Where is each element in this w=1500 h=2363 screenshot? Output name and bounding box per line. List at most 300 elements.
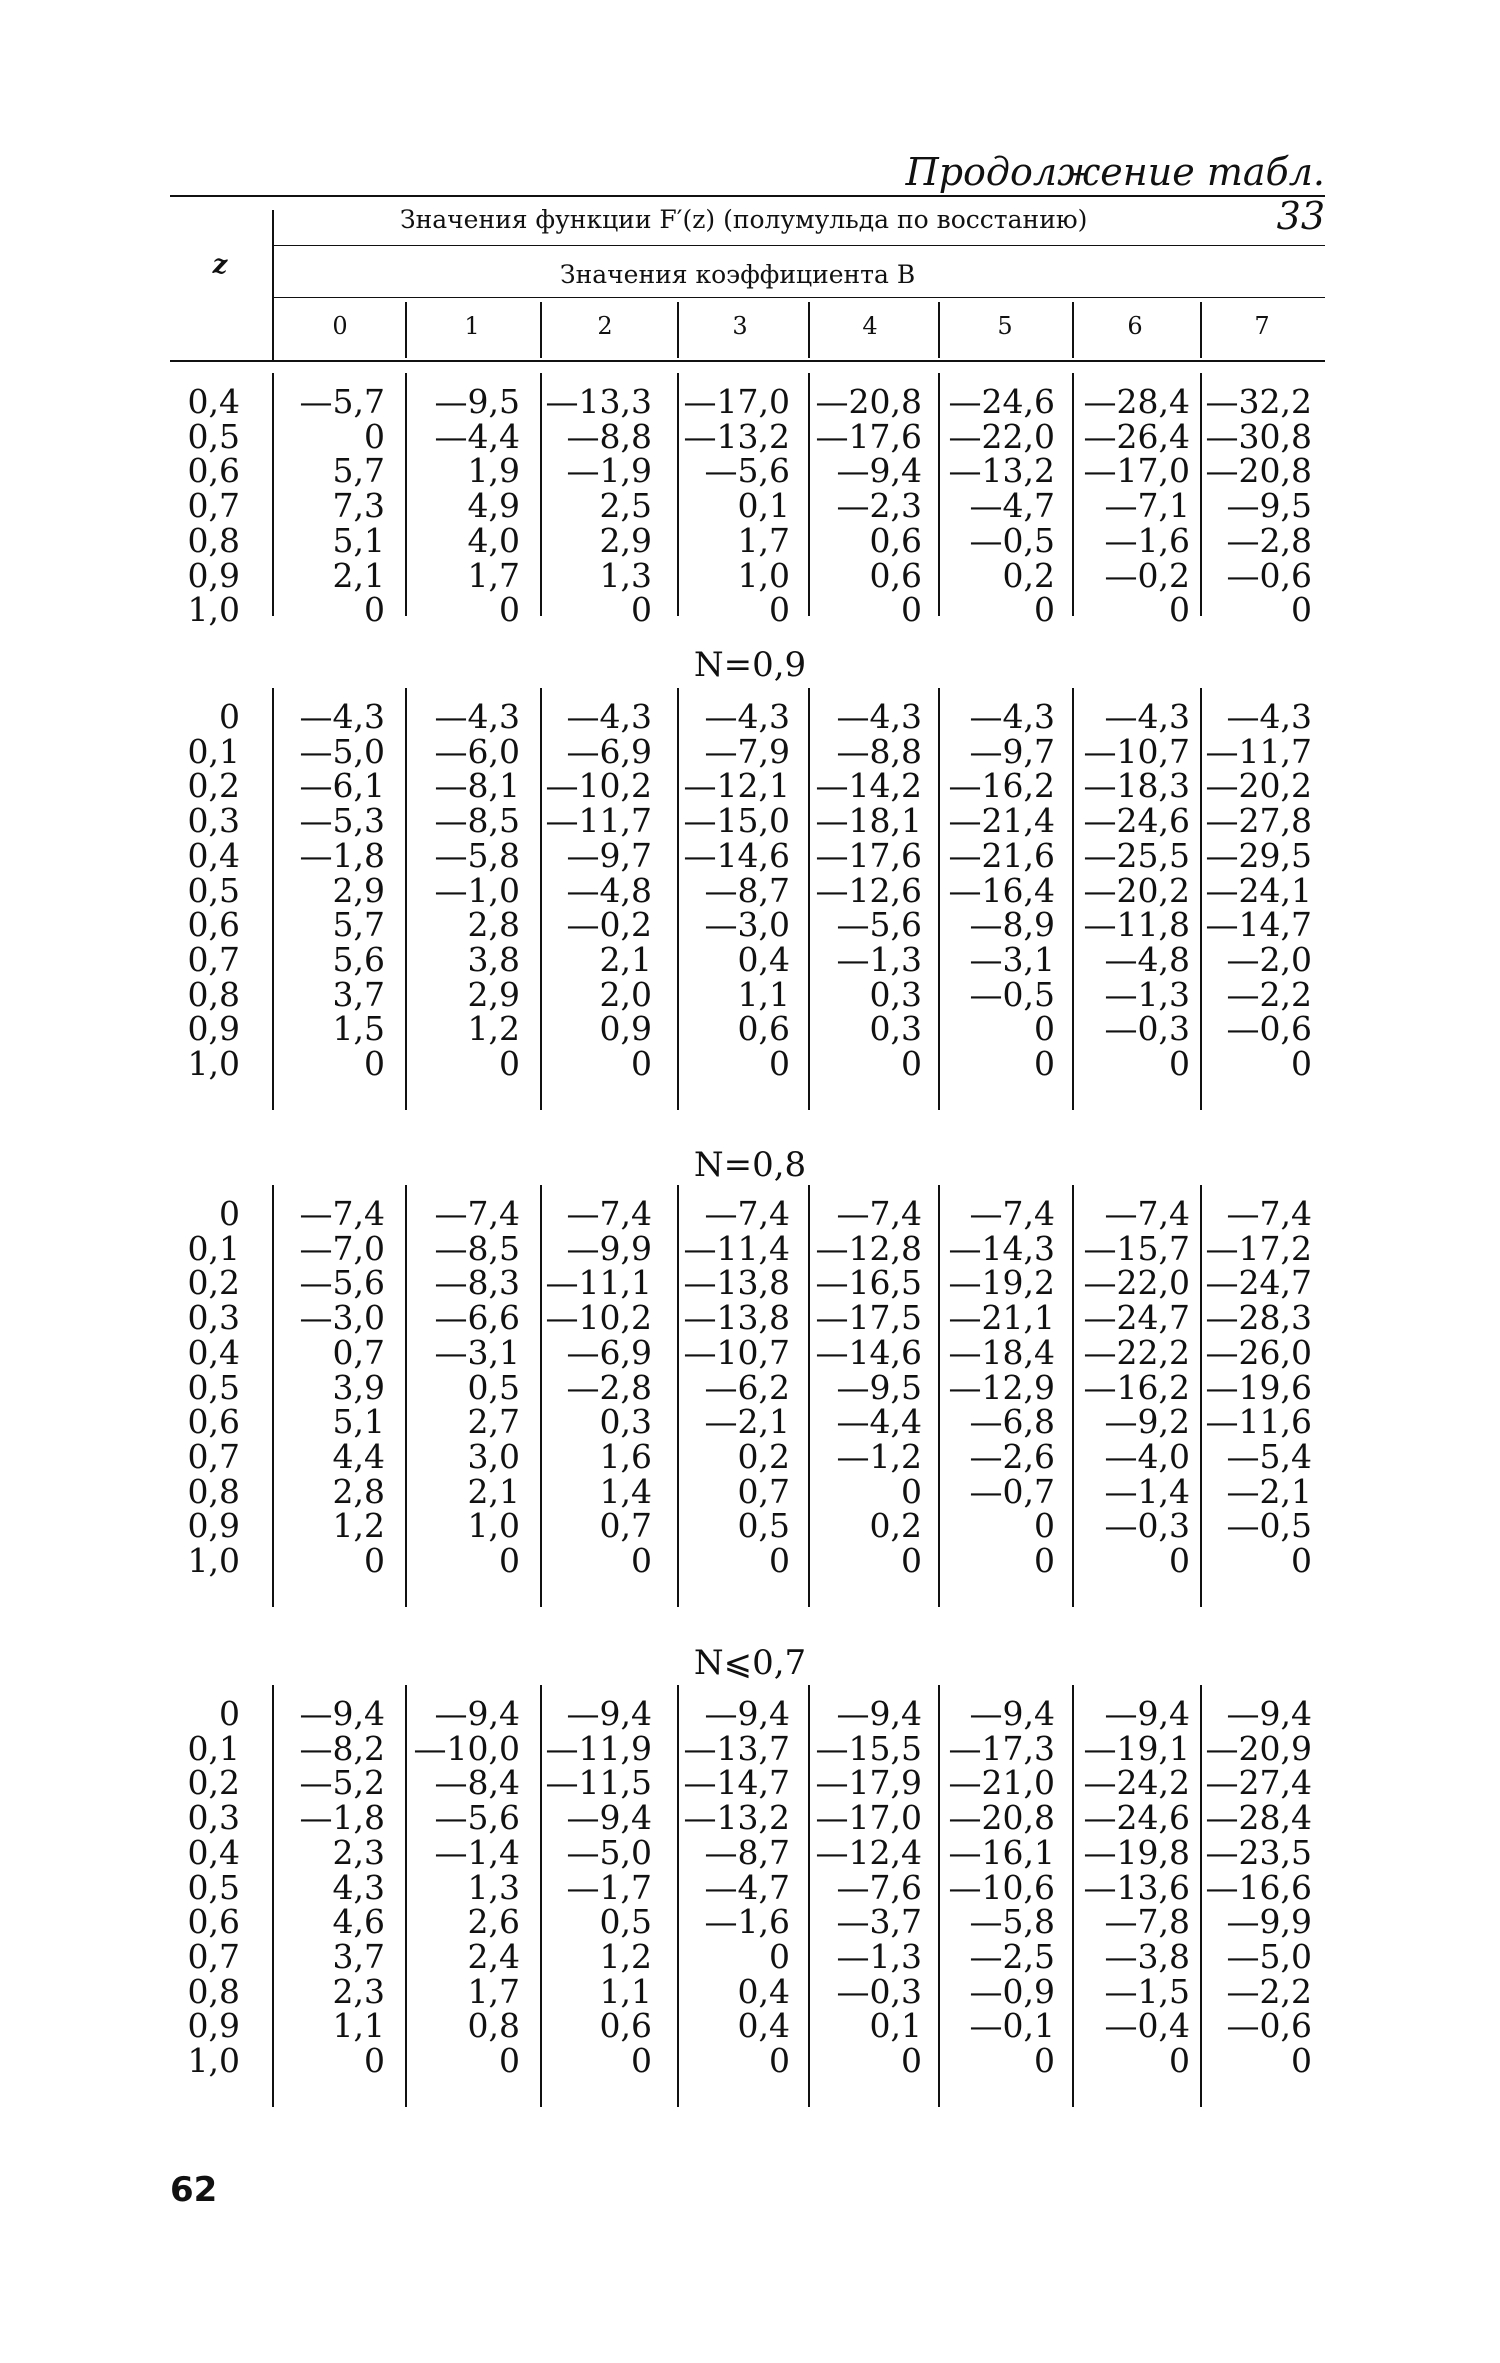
table-cell: —14,2 — [815, 766, 922, 806]
table-cell: —17,5 — [815, 1298, 922, 1338]
table-cell: —20,8 — [948, 1798, 1055, 1838]
z-value: 0,3 — [187, 1798, 240, 1838]
z-value: 0,2 — [187, 1763, 240, 1803]
table-cell: 1,9 — [467, 451, 520, 491]
table-cell: —0,4 — [1104, 2006, 1190, 2046]
table-cell: —16,2 — [948, 766, 1055, 806]
table-cell: 1,2 — [332, 1506, 385, 1546]
table-cell: —4,8 — [566, 870, 652, 910]
table-cell: —0,6 — [1226, 2006, 1312, 2046]
table-cell: 0 — [769, 1541, 790, 1580]
table-cell: —13,3 — [545, 382, 652, 421]
table-cell: —10,7 — [683, 1332, 790, 1372]
z-value: 0,6 — [187, 1402, 240, 1442]
table-cell: —8,5 — [434, 1228, 520, 1268]
table-cell: —11,7 — [545, 801, 652, 841]
z-value: 0,2 — [187, 1263, 240, 1303]
table-cell: —7,4 — [1104, 1194, 1190, 1233]
table-cell: 0,6 — [869, 520, 922, 560]
table-cell: —6,8 — [969, 1402, 1055, 1442]
table-cell: —0,2 — [1104, 555, 1190, 595]
table-cell: —0,3 — [1104, 1506, 1190, 1546]
table-cell: 3,7 — [332, 974, 385, 1014]
table-cell: 0,6 — [869, 555, 922, 595]
table-cell: —3,8 — [1104, 1936, 1190, 1976]
table-cell: 0 — [769, 1936, 790, 1976]
table-cell: —4,7 — [704, 1867, 790, 1907]
section-title: N=0,9 — [693, 645, 807, 685]
header-bottom-rule — [170, 360, 1325, 362]
b-header-4: 4 — [862, 312, 878, 340]
table-cell: —7,8 — [1104, 1902, 1190, 1942]
z-value: 0,4 — [187, 1332, 240, 1372]
b-header-7: 7 — [1254, 312, 1270, 340]
table-cell: 0 — [769, 590, 790, 630]
header-column-separator — [1072, 302, 1074, 358]
table-cell: —5,6 — [704, 451, 790, 491]
table-cell: —5,7 — [299, 382, 385, 421]
table-cell: 0,4 — [737, 939, 790, 979]
table-cell: —10,2 — [545, 1298, 652, 1338]
table-cell: —6,2 — [704, 1367, 790, 1407]
table-cell: 3,0 — [467, 1436, 520, 1476]
table-cell: 2,0 — [599, 974, 652, 1014]
table-cell: 0 — [1169, 2041, 1190, 2080]
table-cell: —1,2 — [836, 1436, 922, 1476]
table-cell: —11,5 — [545, 1763, 652, 1803]
header-column-separator — [272, 210, 274, 360]
table-cell: —9,5 — [1226, 486, 1312, 526]
table-cell: —6,9 — [566, 1332, 652, 1372]
b-header-0: 0 — [332, 312, 348, 340]
table-cell: 0,4 — [737, 1971, 790, 2011]
table-cell: —1,9 — [566, 451, 652, 491]
table-cell: 1,1 — [737, 974, 790, 1014]
table-cell: —24,6 — [1083, 801, 1190, 841]
table-cell: —13,2 — [683, 1798, 790, 1838]
table-top-rule — [170, 195, 1325, 197]
b-header-2: 2 — [597, 312, 613, 340]
z-value: 0,9 — [187, 1506, 240, 1546]
table-cell: 1,7 — [467, 1971, 520, 2011]
z-value: 0,4 — [187, 1832, 240, 1872]
table-cell: —7,4 — [1226, 1194, 1312, 1233]
table-cell: —8,1 — [434, 766, 520, 806]
table-cell: —2,0 — [1226, 939, 1312, 979]
table-cell: 5,7 — [332, 905, 385, 945]
table-cell: —2,2 — [1226, 974, 1312, 1014]
table-cell: —5,0 — [299, 731, 385, 771]
table-cell: —11,4 — [683, 1228, 790, 1268]
table-cell: 0 — [901, 1471, 922, 1511]
table-cell: 1,3 — [467, 1867, 520, 1907]
table-cell: 0 — [901, 2041, 922, 2080]
table-cell: —5,3 — [299, 801, 385, 841]
table-cell: —5,4 — [1226, 1436, 1312, 1476]
table-cell: —21,0 — [948, 1763, 1055, 1803]
table-cell: —14,3 — [948, 1228, 1055, 1268]
table-cell: —15,0 — [683, 801, 790, 841]
table-cell: 3,8 — [467, 939, 520, 979]
table-cell: —10,2 — [545, 766, 652, 806]
table-cell: —0,6 — [1226, 1009, 1312, 1049]
table-cell: —24,7 — [1205, 1263, 1312, 1303]
table-cell: —26,0 — [1205, 1332, 1312, 1372]
table-cell: 0 — [1291, 590, 1312, 630]
table-cell: —1,8 — [299, 835, 385, 875]
table-cell: —19,6 — [1205, 1367, 1312, 1407]
table-cell: —6,0 — [434, 731, 520, 771]
table-cell: —5,6 — [434, 1798, 520, 1838]
table-cell: —27,4 — [1205, 1763, 1312, 1803]
table-cell: —1,0 — [434, 870, 520, 910]
header-column-separator — [808, 302, 810, 358]
table-cell: 0 — [631, 1541, 652, 1580]
table-cell: —7,0 — [299, 1228, 385, 1268]
table-cell: 3,9 — [332, 1367, 385, 1407]
table-cell: 1,7 — [737, 520, 790, 560]
table-cell: —5,2 — [299, 1763, 385, 1803]
table-cell: 0 — [1034, 1506, 1055, 1546]
table-cell: 0 — [631, 2041, 652, 2080]
z-value: 1,0 — [187, 1541, 240, 1580]
table-cell: —8,7 — [704, 870, 790, 910]
table-cell: 0 — [901, 1541, 922, 1580]
table-cell: —9,4 — [836, 1694, 922, 1733]
table-cell: —17,2 — [1205, 1228, 1312, 1268]
table-cell: 0 — [364, 1044, 385, 1083]
table-cell: —8,3 — [434, 1263, 520, 1303]
page-number: 62 — [170, 2170, 218, 2210]
z-value: 0,3 — [187, 801, 240, 841]
z-value: 0,9 — [187, 555, 240, 595]
table-cell: 0 — [631, 590, 652, 630]
table-cell: 0,2 — [737, 1436, 790, 1476]
table-cell: —13,8 — [683, 1263, 790, 1303]
table-cell: —4,4 — [836, 1402, 922, 1442]
z-value: 1,0 — [187, 2041, 240, 2080]
table-cell: —4,3 — [969, 697, 1055, 736]
table-cell: —26,4 — [1083, 416, 1190, 456]
table-cell: 4,9 — [467, 486, 520, 526]
table-cell: —9,4 — [434, 1694, 520, 1733]
table-cell: —1,6 — [704, 1902, 790, 1942]
table-cell: —32,2 — [1205, 382, 1312, 421]
table-cell: —4,7 — [969, 486, 1055, 526]
table-cell: —13,2 — [683, 416, 790, 456]
table-cell: —20,9 — [1205, 1728, 1312, 1768]
table-cell: 1,2 — [599, 1936, 652, 1976]
table-cell: —8,5 — [434, 801, 520, 841]
table-cell: 0,7 — [332, 1332, 385, 1372]
table-cell: —4,3 — [434, 697, 520, 736]
table-cell: —10,6 — [948, 1867, 1055, 1907]
table-cell: —4,3 — [566, 697, 652, 736]
table-cell: 2,1 — [599, 939, 652, 979]
table-cell: 5,1 — [332, 1402, 385, 1442]
table-continuation-caption: Продолжение табл. 33 — [905, 150, 1325, 238]
table-cell: —2,6 — [969, 1436, 1055, 1476]
table-cell: —4,0 — [1104, 1436, 1190, 1476]
table-cell: —1,4 — [434, 1832, 520, 1872]
table-cell: 0 — [499, 590, 520, 630]
table-cell: —1,3 — [836, 939, 922, 979]
table-cell: —3,0 — [299, 1298, 385, 1338]
table-cell: —21,4 — [948, 801, 1055, 841]
table-cell: —16,5 — [815, 1263, 922, 1303]
table-cell: —17,9 — [815, 1763, 922, 1803]
z-value: 0 — [219, 1194, 240, 1233]
table-cell: —4,3 — [299, 697, 385, 736]
z-value: 0,9 — [187, 1009, 240, 1049]
table-cell: 0 — [769, 1044, 790, 1083]
table-cell: —12,4 — [815, 1832, 922, 1872]
table-cell: —13,2 — [948, 451, 1055, 491]
table-cell: —14,6 — [683, 835, 790, 875]
table-cell: —27,8 — [1205, 801, 1312, 841]
table-cell: —28,4 — [1083, 382, 1190, 421]
table-cell: —9,4 — [836, 451, 922, 491]
table-cell: —8,8 — [836, 731, 922, 771]
table-cell: —9,2 — [1104, 1402, 1190, 1442]
table-cell: 2,9 — [599, 520, 652, 560]
table-cell: —1,8 — [299, 1798, 385, 1838]
table-cell: 2,3 — [332, 1971, 385, 2011]
table-cell: 0,7 — [599, 1506, 652, 1546]
table-cell: 0 — [364, 416, 385, 456]
table-cell: 0 — [1034, 1541, 1055, 1580]
table-cell: 1,6 — [599, 1436, 652, 1476]
table-cell: —17,3 — [948, 1728, 1055, 1768]
b-header-5: 5 — [997, 312, 1013, 340]
table-cell: 0 — [1169, 1044, 1190, 1083]
table-cell: —11,7 — [1205, 731, 1312, 771]
table-cell: —3,0 — [704, 905, 790, 945]
table-cell: 0,1 — [737, 486, 790, 526]
z-value: 1,0 — [187, 1044, 240, 1083]
section-title: N⩽0,7 — [693, 1643, 807, 1683]
table-cell: —7,1 — [1104, 486, 1190, 526]
table-cell: 0,5 — [467, 1367, 520, 1407]
table-cell: 0,1 — [869, 2006, 922, 2046]
table-cell: —6,1 — [299, 766, 385, 806]
table-cell: —0,5 — [969, 974, 1055, 1014]
table-cell: —24,7 — [1083, 1298, 1190, 1338]
z-value: 0,5 — [187, 870, 240, 910]
table-cell: —0,5 — [969, 520, 1055, 560]
table-cell: —17,0 — [1083, 451, 1190, 491]
table-cell: —2,5 — [969, 1936, 1055, 1976]
z-value: 1,0 — [187, 590, 240, 630]
table-cell: —8,7 — [704, 1832, 790, 1872]
table-cell: —12,8 — [815, 1228, 922, 1268]
table-cell: 4,6 — [332, 1902, 385, 1942]
table-cell: —3,1 — [434, 1332, 520, 1372]
table-cell: —9,7 — [566, 835, 652, 875]
table-cell: —16,4 — [948, 870, 1055, 910]
z-value: 0,4 — [187, 835, 240, 875]
table-cell: —3,1 — [969, 939, 1055, 979]
table-cell: —11,8 — [1083, 905, 1190, 945]
table-cell: —17,6 — [815, 835, 922, 875]
table-cell: —4,3 — [836, 697, 922, 736]
table-cell: 0 — [499, 2041, 520, 2080]
table-cell: —0,1 — [969, 2006, 1055, 2046]
table-cell: —9,4 — [1226, 1694, 1312, 1733]
section-title: N=0,8 — [693, 1145, 807, 1185]
table-cell: 2,4 — [467, 1936, 520, 1976]
table-cell: 0 — [1169, 1541, 1190, 1580]
table-cell: 2,3 — [332, 1832, 385, 1872]
table-cell: 0 — [769, 2041, 790, 2080]
table-cell: —2,8 — [1226, 520, 1312, 560]
z-value: 0,8 — [187, 974, 240, 1014]
table-cell: —17,0 — [683, 382, 790, 421]
header-column-separator — [540, 302, 542, 358]
table-cell: —20,8 — [1205, 451, 1312, 491]
table-cell: 5,7 — [332, 451, 385, 491]
table-cell: —14,6 — [815, 1332, 922, 1372]
table-cell: —0,6 — [1226, 555, 1312, 595]
z-value: 0,5 — [187, 1367, 240, 1407]
table-cell: —9,4 — [969, 1694, 1055, 1733]
table-cell: —13,8 — [683, 1298, 790, 1338]
table-cell: —7,4 — [704, 1194, 790, 1233]
table-cell: —0,7 — [969, 1471, 1055, 1511]
table-cell: 1,4 — [599, 1471, 652, 1511]
table-cell: —5,0 — [566, 1832, 652, 1872]
table-cell: 7,3 — [332, 486, 385, 526]
z-value: 0 — [219, 697, 240, 736]
table-cell: —14,7 — [683, 1763, 790, 1803]
table-cell: 0 — [1034, 2041, 1055, 2080]
z-value: 0,6 — [187, 451, 240, 491]
table-cell: —0,2 — [566, 905, 652, 945]
table-cell: —11,1 — [545, 1263, 652, 1303]
table-cell: —9,4 — [1104, 1694, 1190, 1733]
header-column-separator — [1200, 302, 1202, 358]
table-cell: —2,2 — [1226, 1971, 1312, 2011]
z-value: 0,6 — [187, 905, 240, 945]
table-cell: 2,9 — [467, 974, 520, 1014]
table-cell: —5,6 — [836, 905, 922, 945]
table-cell: 1,5 — [332, 1009, 385, 1049]
table-cell: 0 — [631, 1044, 652, 1083]
table-cell: —24,6 — [948, 382, 1055, 421]
table-cell: 2,1 — [332, 555, 385, 595]
table-cell: —16,2 — [1083, 1367, 1190, 1407]
table-cell: —0,3 — [836, 1971, 922, 2011]
table-cell: —1,6 — [1104, 520, 1190, 560]
table-cell: —13,7 — [683, 1728, 790, 1768]
table-cell: —18,1 — [815, 801, 922, 841]
table-cell: —22,0 — [948, 416, 1055, 456]
z-value: 0,1 — [187, 1728, 240, 1768]
table-cell: 0 — [901, 590, 922, 630]
z-value: 0,1 — [187, 1228, 240, 1268]
table-cell: —0,3 — [1104, 1009, 1190, 1049]
z-value: 0,1 — [187, 731, 240, 771]
table-cell: 0 — [1034, 1009, 1055, 1049]
table-cell: 0 — [1034, 1044, 1055, 1083]
z-value: 0,7 — [187, 1936, 240, 1976]
table-cell: —2,3 — [836, 486, 922, 526]
table-cell: —5,0 — [1226, 1936, 1312, 1976]
header-divider — [272, 245, 1325, 246]
table-cell: 0 — [1169, 590, 1190, 630]
table-cell: 0,8 — [467, 2006, 520, 2046]
table-cell: 0 — [901, 1044, 922, 1083]
table-cell: —2,1 — [1226, 1471, 1312, 1511]
table-cell: —9,5 — [434, 382, 520, 421]
table-cell: 1,0 — [467, 1506, 520, 1546]
table-cell: 2,8 — [332, 1471, 385, 1511]
table-cell: —12,6 — [815, 870, 922, 910]
table-cell: —7,4 — [566, 1194, 652, 1233]
table-cell: 0,5 — [599, 1902, 652, 1942]
table-cell: 5,1 — [332, 520, 385, 560]
table-cell: —29,5 — [1205, 835, 1312, 875]
table-cell: —5,8 — [434, 835, 520, 875]
table-cell: 1,3 — [599, 555, 652, 595]
table-cell: —4,3 — [1104, 697, 1190, 736]
table-cell: —1,7 — [566, 1867, 652, 1907]
table-cell: 0,3 — [599, 1402, 652, 1442]
b-header-3: 3 — [732, 312, 748, 340]
table-cell: —1,3 — [836, 1936, 922, 1976]
table-cell: —8,9 — [969, 905, 1055, 945]
table-cell: 2,7 — [467, 1402, 520, 1442]
table-cell: —1,4 — [1104, 1471, 1190, 1511]
z-value: 0,9 — [187, 2006, 240, 2046]
table-cell: 4,4 — [332, 1436, 385, 1476]
table-cell: 0 — [499, 1044, 520, 1083]
table-cell: —24,1 — [1205, 870, 1312, 910]
table-cell: —0,9 — [969, 1971, 1055, 2011]
table-cell: 2,9 — [332, 870, 385, 910]
table-cell: —18,3 — [1083, 766, 1190, 806]
table-cell: —9,4 — [566, 1694, 652, 1733]
table-cell: —8,2 — [299, 1728, 385, 1768]
header-column-separator — [405, 302, 407, 358]
table-cell: —20,2 — [1083, 870, 1190, 910]
table-cell: —22,0 — [1083, 1263, 1190, 1303]
table-cell: —1,5 — [1104, 1971, 1190, 2011]
z-value: 0 — [219, 1694, 240, 1733]
table-cell: —9,9 — [566, 1228, 652, 1268]
table-cell: —28,4 — [1205, 1798, 1312, 1838]
table-cell: —7,4 — [969, 1194, 1055, 1233]
table-cell: —28,3 — [1205, 1298, 1312, 1338]
table-cell: —19,2 — [948, 1263, 1055, 1303]
table-cell: 0,6 — [599, 2006, 652, 2046]
table-cell: —19,8 — [1083, 1832, 1190, 1872]
header-column-separator — [938, 302, 940, 358]
table-cell: —5,6 — [299, 1263, 385, 1303]
table-cell: —2,1 — [704, 1402, 790, 1442]
table-cell: —7,4 — [836, 1194, 922, 1233]
z-value: 0,8 — [187, 1971, 240, 2011]
table-cell: 2,6 — [467, 1902, 520, 1942]
table-cell: —9,7 — [969, 731, 1055, 771]
table-cell: 1,1 — [332, 2006, 385, 2046]
table-cell: —14,7 — [1205, 905, 1312, 945]
table-cell: —8,8 — [566, 416, 652, 456]
table-cell: —6,9 — [566, 731, 652, 771]
z-value: 0,7 — [187, 486, 240, 526]
header-divider — [272, 297, 1325, 298]
table-cell: —7,4 — [299, 1194, 385, 1233]
